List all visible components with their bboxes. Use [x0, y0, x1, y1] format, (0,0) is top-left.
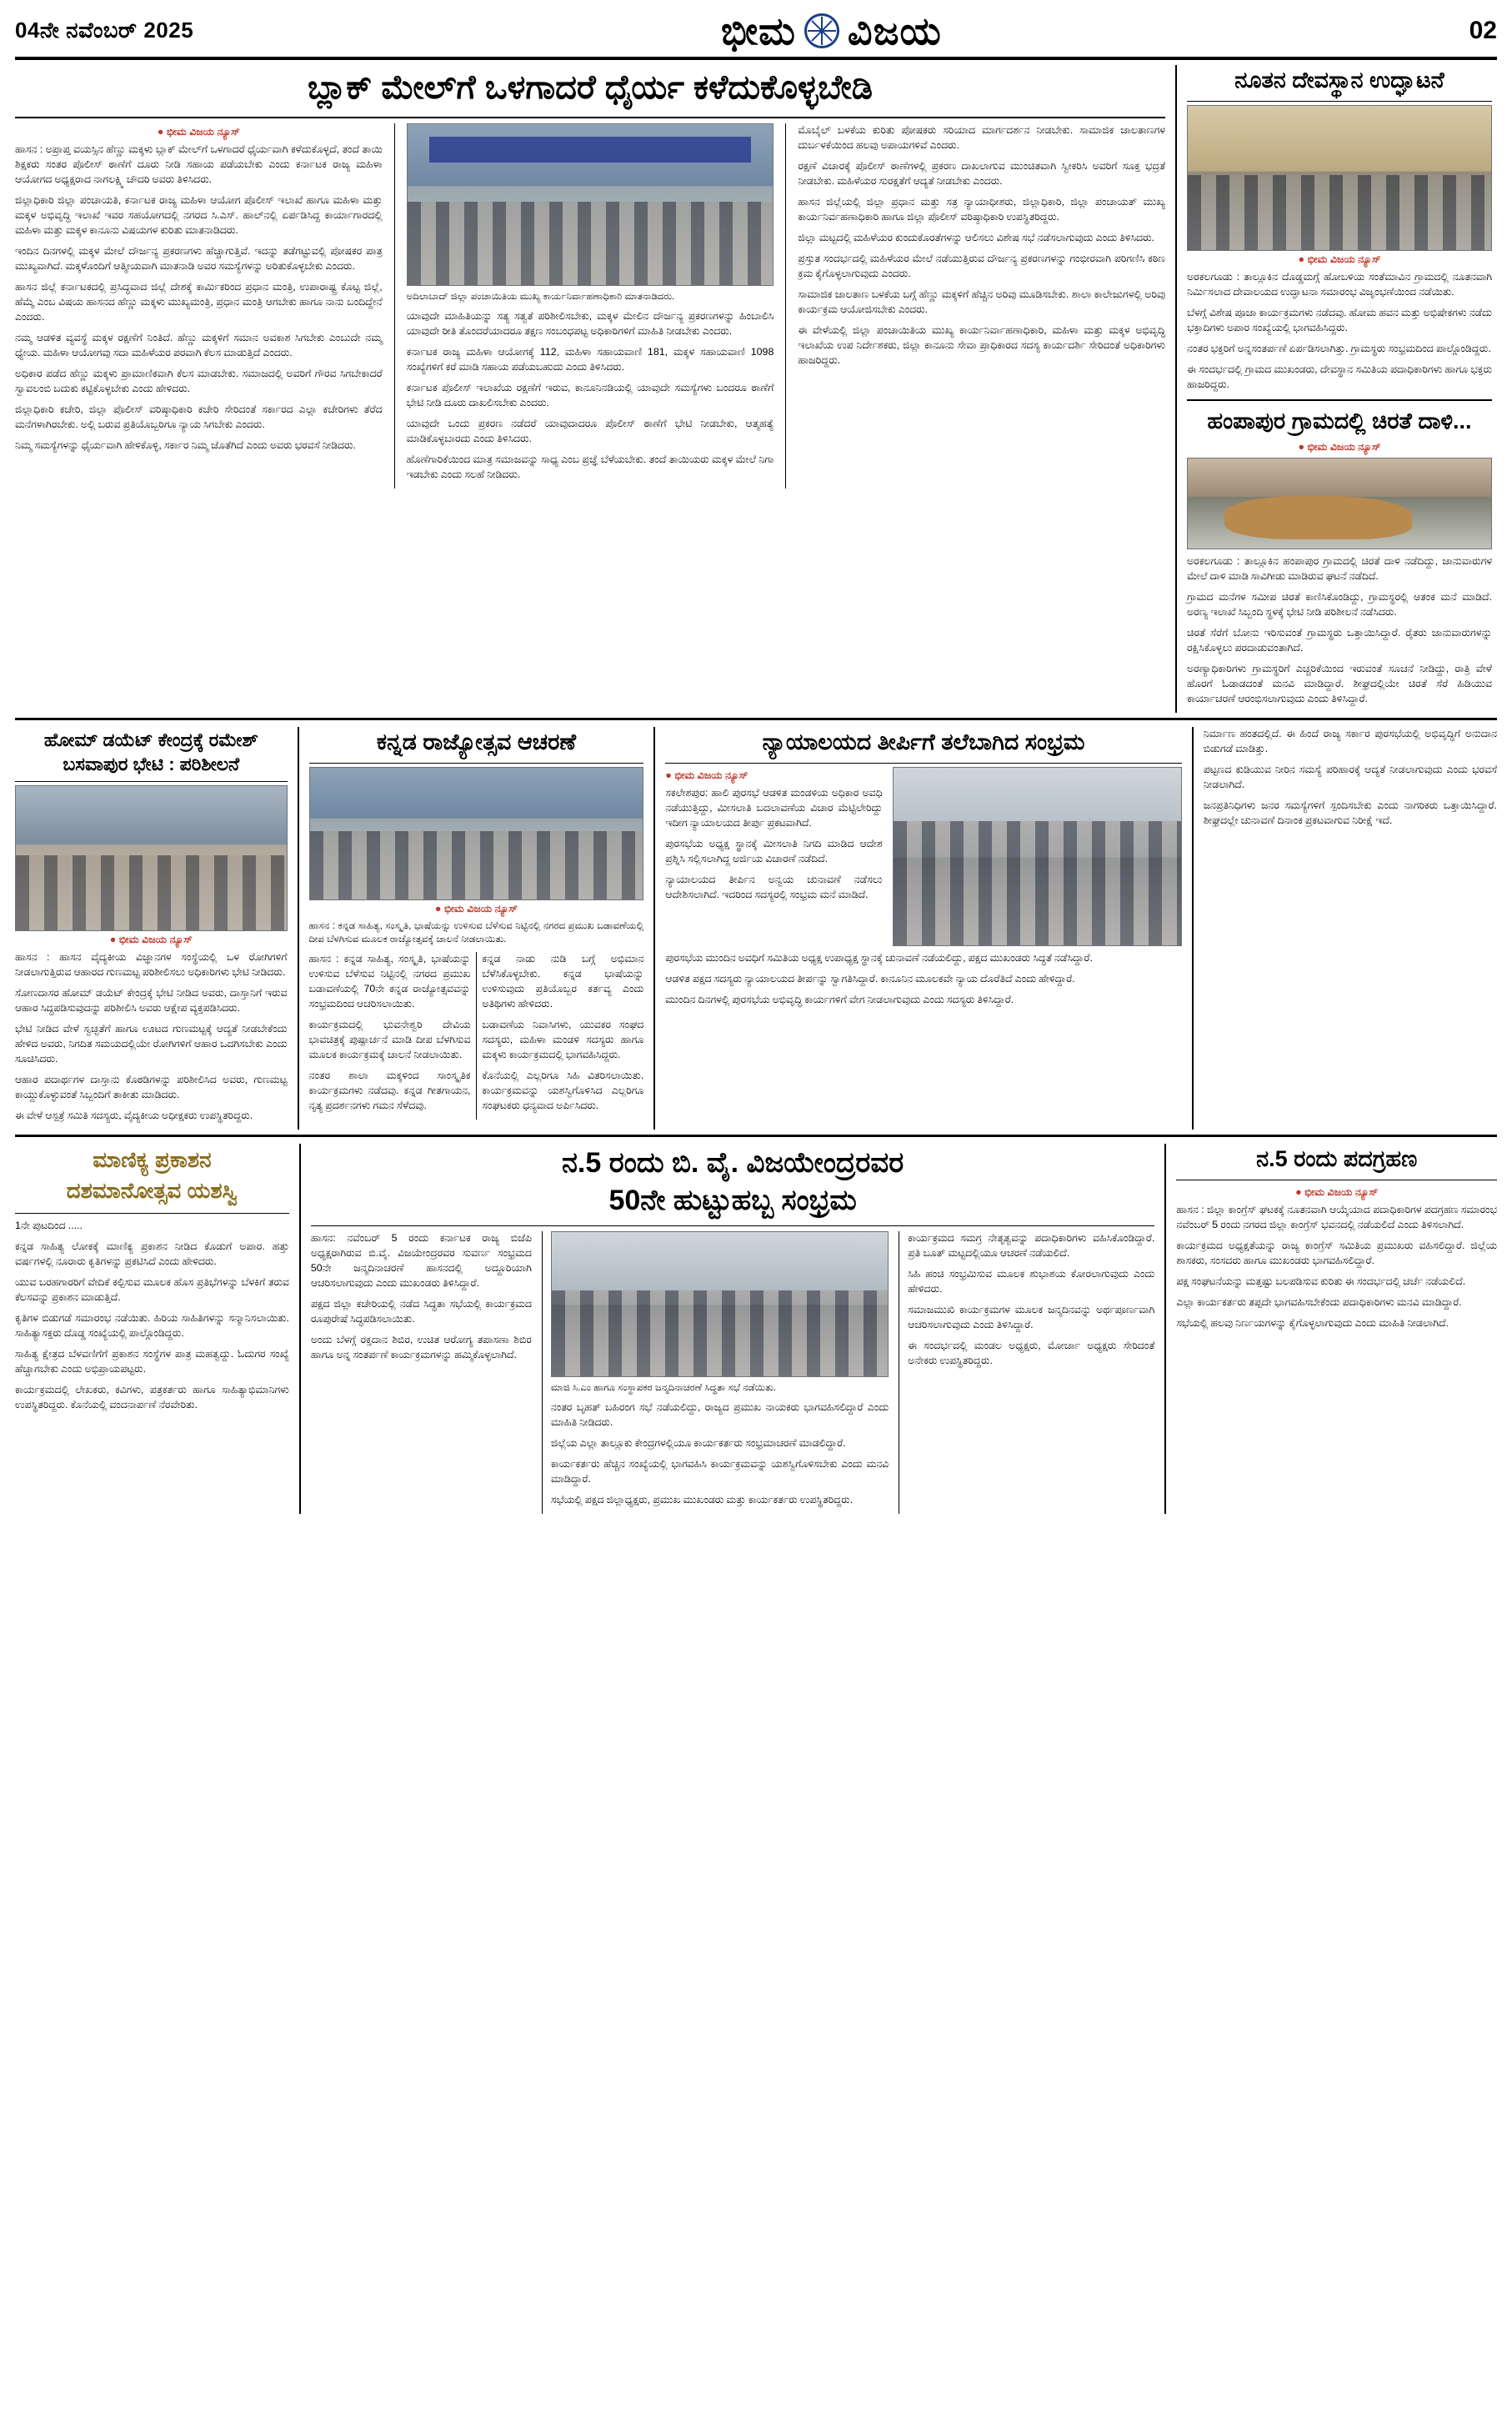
temple-text: [1187, 270, 1492, 393]
court-col2-text: [665, 951, 1181, 1008]
masthead-title-wrap: [193, 9, 1469, 53]
oath-headline: ನ.5 ರಂದು ಪದಗ್ರಹಣ: [1256, 1146, 1418, 1172]
paragraph: ಪಕ್ಷದ ಜಿಲ್ಲಾ ಕಚೇರಿಯಲ್ಲಿ ನಡೆದ ಸಿದ್ಧತಾ ಸಭೆಯಲ್ಲಿ ಕಾರ್ಯಕ್ರಮದ ರೂಪುರೇಷೆ ಸಿದ್ಧಪಡಿಸಲಾಯಿತು.: [310, 1298, 532, 1325]
paragraph: ಸಕಲೇಶಪುರ: ಹಾಲಿ ಪುರಸಭೆ ಆಡಳಿತ ಮಂಡಳಿಯ ಅಧಿಕಾರ ಅವಧಿ ನಡೆಯುತ್ತಿದ್ದು, ಮೀಸಲಾತಿ ಬದಲಾವಣೆಯ ವಿಚಾರ ಮೆಟ್ಟಿಲೇರಿದ್ದು ಇದೀಗ ನ್ಯಾಯಾಲಯದ ತೀರ್ಪು ಪ್ರಕಟವಾಗಿದೆ.: [665, 786, 883, 829]
hampapura-article: [1187, 406, 1492, 707]
home-diet-headline-1: ಹೋಮ್ ಡಯೆಟ್ ಕೇಂದ್ರಕ್ಕೆ ರಮೇಶ್: [43, 729, 258, 750]
paragraph: ಹೊಣೆಗಾರಿಕೆಯಿಂದ ಮಾತ್ರ ಸಮಾಜವನ್ನು ಸಾಧ್ಯ ಎಂಬ ಪ್ರಜ್ಞೆ ಬೆಳೆಯಬೇಕು. ತಂದೆ ತಾಯಿಯರು ಮಕ್ಕಳ ಮೇಲೆ ನಿಗಾ ಇಡಬೇಕು ಎಂದು ಸಲಹೆ ನೀಡಿದರು.: [406, 453, 774, 481]
byline: ● ಭೀಮ ವಿಜಯ ನ್ಯೂಸ್: [1298, 253, 1381, 266]
temple-article: [1187, 65, 1492, 393]
paragraph: ಸಮಾಜಮುಖಿ ಕಾರ್ಯಕ್ರಮಗಳ ಮೂಲಕ ಜನ್ಮದಿನವನ್ನು ಅರ್ಥಪೂರ್ಣವಾಗಿ ಆಚರಿಸಲಾಗುವುದು ಎಂದು ತಿಳಿಸಿದ್ದಾರೆ.: [908, 1304, 1155, 1331]
paragraph: ಸಿಹಿ ಹಂಚಿ ಸಂಭ್ರಮಿಸುವ ಮೂಲಕ ಶುಭಾಶಯ ಕೋರಲಾಗುವುದು ಎಂದು ಹೇಳಿದರು.: [908, 1268, 1155, 1295]
masthead-title-left: ಭೀಮ: [721, 9, 796, 53]
paragraph: ಕನ್ನಡ ಸಾಹಿತ್ಯ ಲೋಕಕ್ಕೆ ಮಾಣಿಕ್ಯ ಪ್ರಕಾಶನ ನೀಡಿದ ಕೊಡುಗೆ ಅಪಾರ. ಹತ್ತು ವರ್ಷಗಳಲ್ಲಿ ನೂರಾರು ಕೃತಿಗಳನ್ನು ಪ್ರಕಟಿಸಿದೆ ಎಂದು ಹೇಳಿದರು.: [15, 1240, 289, 1267]
byline: ● ಭೀಮ ವಿಜಯ ನ್ಯೂಸ್: [109, 934, 193, 946]
rajyotsava-article: [298, 727, 644, 1130]
paragraph: ಆಡಳಿತ ಪಕ್ಷದ ಸದಸ್ಯರು ನ್ಯಾಯಾಲಯದ ತೀರ್ಪನ್ನು ಸ್ವಾಗತಿಸಿದ್ದಾರೆ. ಕಾನೂನಿನ ಮೂಲಕವೇ ನ್ಯಾಯ ದೊರೆತಿದೆ ಎಂದು ಹೇಳಿದ್ದಾರೆ.: [665, 972, 1075, 985]
paragraph: ಹಾಸನ: ನವೆಂಬರ್ 5 ರಂದು ಕರ್ನಾಟಕ ರಾಜ್ಯ ಬಿಜೆಪಿ ಅಧ್ಯಕ್ಷರಾಗಿರುವ ಬಿ.ವೈ. ವಿಜಯೇಂದ್ರರವರ ಸುವರ್ಣ ಸಂಭ್ರಮದ 50ನೇ ಜನ್ಮದಿನಾಚರಣೆ ಹಾಸನದಲ್ಲಿ ಅದ್ದೂರಿಯಾಗಿ ಆಚರಿಸಲಾಗುವುದು ಎಂದು ಮುಖಂಡರು ತಿಳಿಸಿದ್ದಾರೆ.: [310, 1232, 532, 1290]
rajyotsava-photo: [309, 767, 644, 900]
lead-article: [15, 65, 1165, 713]
court-headline: ನ್ಯಾಯಾಲಯದ ತೀರ್ಪಿಗೆ ತಲೆಬಾಗಿದ ಸಂಭ್ರಮ: [762, 729, 1085, 754]
birthday-col3-text: [908, 1231, 1154, 1369]
home-diet-article: [15, 727, 288, 1130]
photo-figures: [894, 821, 1181, 945]
paragraph: ಹಾಸನ : ಅಪ್ರಾಪ್ತ ವಯಸ್ಸಿನ ಹೆಣ್ಣು ಮಕ್ಕಳು ಬ್ಲಾಕ್ ಮೇಲ್‌ಗೆ ಒಳಗಾದರೆ ಧೈರ್ಯವಾಗಿ ಕಳೆದುಕೊಳ್ಳದೆ, ತಂದೆ ತಾಯಿ ಶಿಕ್ಷಕರು ಸಂತರ ಪೊಲೀಸ್ ಠಾಣೆಗೆ ದೂರು ನೀಡಿ ಸಹಾಯ ಪಡೆಯಬೇಕು ಎಂದು ಕರ್ನಾಟಕ ರಾಜ್ಯ ಮಹಿಳಾ ಆಯೋಗದ ಅಧ್ಯಕ್ಷರಾದ ನಾಗಲಕ್ಷ್ಮಿ ಚೌದರಿ ಅವರು ತಿಳಿಸಿದರು.: [15, 143, 383, 185]
paragraph: ಹಾಸನ : ಜಿಲ್ಲಾ ಕಾಂಗ್ರೆಸ್ ಘಟಕಕ್ಕೆ ನೂತನವಾಗಿ ಆಯ್ಕೆಯಾದ ಪದಾಧಿಕಾರಿಗಳ ಪದಗ್ರಹಣ ಸಮಾರಂಭ ನವೆಂಬರ್ 5 ರಂದು ನಗರದ ಜಿಲ್ಲಾ ಕಾಂಗ್ರೆಸ್ ಭವನದಲ್ಲಿ ನಡೆಯಲಿದೆ ಎಂದು ತಿಳಿಸಲಾಗಿದೆ.: [1176, 1204, 1497, 1231]
paragraph: ಜಿಲ್ಲಾಧಿಕಾರಿ ಜಿಲ್ಲಾ ಪಂಚಾಯತಿ, ಕರ್ನಾಟಕ ರಾಜ್ಯ ಮಹಿಳಾ ಆಯೋಗ ಪೊಲೀಸ್ ಇಲಾಖೆ ಹಾಗೂ ಮಹಿಳಾ ಮತ್ತು ಮಕ್ಕಳ ಅಭಿವೃದ್ಧಿ ಇಲಾಖೆ ಇವರ ಸಹಯೋಗದಲ್ಲಿ ನಗರದ ಸಿ.ಎಸ್. ಹಾಲ್‌ನಲ್ಲಿ ಏರ್ಪಡಿಸಿದ್ದ ಕಾರ್ಯಾಗಾರದಲ್ಲಿ ಮಹಿಳಾ ಮತ್ತು ಮಕ್ಕಳ ಕಾನೂನು ವಿಷಯಗಳ ಕುರಿತು ಮಾತನಾಡಿದರು.: [15, 193, 383, 236]
hampapura-photo: [1187, 458, 1492, 549]
paragraph: ಅರಣ್ಯಾಧಿಕಾರಿಗಳು ಗ್ರಾಮಸ್ಥರಿಗೆ ಎಚ್ಚರಿಕೆಯಿಂದ ಇರುವಂತೆ ಸೂಚನೆ ನೀಡಿದ್ದು, ರಾತ್ರಿ ವೇಳೆ ಹೊರಗೆ ಓಡಾಡದಂತೆ ಮನವಿ ಮಾಡಿದ್ದಾರೆ. ಶೀಘ್ರದಲ್ಲಿಯೇ ಚಿರತೆ ಸೆರೆ ಹಿಡಿಯುವ ಕಾರ್ಯಾಚರಣೆ ಆರಂಭಿಸಲಾಗುವುದು ಎಂದು ತಿಳಿಸಿದ್ದಾರೆ.: [1187, 662, 1492, 704]
paragraph: ಪಟ್ಟಣದ ಕುಡಿಯುವ ನೀರಿನ ಸಮಸ್ಯೆ ಪರಿಹಾರಕ್ಕೆ ಆದ್ಯತೆ ನೀಡಲಾಗುವುದು ಎಂದು ಭರವಸೆ ನೀಡಲಾಗಿದೆ.: [1203, 763, 1497, 790]
paragraph: ಕಾರ್ಯಕ್ರಮದಲ್ಲಿ ಭುವನೇಶ್ವರಿ ದೇವಿಯ ಭಾವಚಿತ್ರಕ್ಕೆ ಪುಷ್ಪಾರ್ಚನೆ ಮಾಡಿ ದೀಪ ಬೆಳಗಿಸುವ ಮೂಲಕ ಕಾರ್ಯಕ್ರಮಕ್ಕೆ ಚಾಲನೆ ನೀಡಲಾಯಿತು.: [308, 1018, 471, 1060]
rajyotsava-headline: ಕನ್ನಡ ರಾಜ್ಯೋತ್ಸವ ಆಚರಣೆ: [376, 729, 577, 754]
court-article: [653, 727, 1181, 1130]
byline: ● ಭೀಮ ವಿಜಯ ನ್ಯೂಸ್: [434, 902, 518, 914]
paragraph: ಅಧಿಕಾರ ಪಡೆದ ಹೆಣ್ಣು ಮಕ್ಕಳು ಪ್ರಾಮಾಣಿಕವಾಗಿ ಕೆಲಸ ಮಾಡಬೇಕು. ಸಮಾಜದಲ್ಲಿ ಅವರಿಗೆ ಗೌರವ ಸಿಗಬೇಕಾದರೆ ಸ್ವಾವಲಂಬಿ ಬದುಕು ಕಟ್ಟಿಕೊಳ್ಳಬೇಕು ಎಂದು ಹೇಳಿದರು.: [15, 367, 383, 394]
rajyotsava-text: [309, 952, 644, 1120]
temple-headline: ನೂತನ ದೇವಸ್ಥಾನ ಉದ್ಘಾಟನೆ: [1234, 68, 1444, 93]
masthead-date: 04ನೇ ನವೆಂಬರ್ 2025: [15, 18, 194, 43]
paragraph: ಕೊನೆಯಲ್ಲಿ ಎಲ್ಲರಿಗೂ ಸಿಹಿ ವಿತರಿಸಲಾಯಿತು. ಕಾರ್ಯಕ್ರಮವನ್ನು ಯಶಸ್ವಿಗೊಳಿಸಿದ ಎಲ್ಲರಿಗೂ ಸಂಘಟಕರು ಧನ್ಯವಾದ ಅರ್ಪಿಸಿದರು.: [482, 1069, 644, 1111]
court-col3-text: [1204, 727, 1497, 829]
manikya-article: [15, 1144, 289, 1514]
paragraph: ಭೇಟಿ ನೀಡಿದ ವೇಳೆ ಸ್ವಚ್ಛತೆಗೆ ಹಾಗೂ ಊಟದ ಗುಣಮಟ್ಟಕ್ಕೆ ಆದ್ಯತೆ ನೀಡಬೇಕೆಂದು ಹೇಳಿದ ಅವರು, ನಿಗದಿತ ಸಮಯದಲ್ಲಿಯೇ ರೋಗಿಗಳಿಗೆ ಆಹಾರ ಒದಗಿಸಬೇಕು ಎಂದು ಸೂಚಿಸಿದರು.: [15, 1023, 288, 1065]
home-diet-headline-2: ಬಸವಾಪುರ ಭೇಟಿ : ಪರಿಶೀಲನೆ: [63, 754, 240, 775]
home-diet-text: [15, 950, 288, 1124]
paragraph: ಜಿಲ್ಲೆಯ ಎಲ್ಲಾ ತಾಲ್ಲೂಕು ಕೇಂದ್ರಗಳಲ್ಲಿಯೂ ಕಾರ್ಯಕರ್ತರು ಸಂಭ್ರಮಾಚರಣೆ ಮಾಡಲಿದ್ದಾರೆ.: [550, 1436, 846, 1449]
paragraph: ಈ ಸಂದರ್ಭದಲ್ಲಿ ಮಂಡಲ ಅಧ್ಯಕ್ಷರು, ಮೋರ್ಚಾ ಅಧ್ಯಕ್ಷರು ಸೇರಿದಂತೆ ಅನೇಕರು ಉಪಸ್ಥಿತರಿದ್ದರು.: [908, 1340, 1155, 1367]
paragraph: ಅಂದು ಬೆಳಗ್ಗೆ ರಕ್ತದಾನ ಶಿಬಿರ, ಉಚಿತ ಆರೋಗ್ಯ ತಪಾಸಣಾ ಶಿಬಿರ ಹಾಗೂ ಅನ್ನ ಸಂತರ್ಪಣೆ ಕಾರ್ಯಕ್ರಮಗಳನ್ನು ಹಮ್ಮಿಕೊಳ್ಳಲಾಗಿದೆ.: [310, 1334, 532, 1361]
paragraph: ನಂತರ ಶಾಲಾ ಮಕ್ಕಳಿಂದ ಸಾಂಸ್ಕೃತಿಕ ಕಾರ್ಯಕ್ರಮಗಳು ನಡೆದವು. ಕನ್ನಡ ಗೀತಗಾಯನ, ನೃತ್ಯ ಪ್ರದರ್ಶನಗಳು ಗಮನ ಸೆಳೆದವು.: [308, 1069, 471, 1111]
page-number: 02: [1469, 17, 1497, 44]
paragraph: ಕಾರ್ಯಕರ್ತರು ಹೆಚ್ಚಿನ ಸಂಖ್ಯೆಯಲ್ಲಿ ಭಾಗವಹಿಸಿ ಕಾರ್ಯಕ್ರಮವನ್ನು ಯಶಸ್ವಿಗೊಳಿಸಬೇಕು ಎಂದು ಮನವಿ ಮಾಡಿದ್ದಾರೆ.: [550, 1457, 889, 1485]
birthday-col1-text: [311, 1231, 532, 1363]
paragraph: ಅರಕಲಗೂಡು : ತಾಲ್ಲೂಕಿನ ದೊಡ್ಡಮಗ್ಗೆ ಹೋಬಳಿಯ ಸಂತೆಮಾವಿನ ಗ್ರಾಮದಲ್ಲಿ ನೂತನವಾಗಿ ನಿರ್ಮಿಸಲಾದ ದೇವಾಲಯದ ಉದ್ಘಾಟನಾ ಸಮಾರಂಭ ವಿಜೃಂಭಣೆಯಿಂದ ನಡೆಯಿತು.: [1187, 271, 1492, 298]
paragraph: ಕೃತಿಗಳ ಬಿಡುಗಡೆ ಸಮಾರಂಭ ನಡೆಯಿತು. ಹಿರಿಯ ಸಾಹಿತಿಗಳನ್ನು ಸನ್ಮಾನಿಸಲಾಯಿತು. ಸಾಹಿತ್ಯಾಸಕ್ತರು ದೊಡ್ಡ ಸಂಖ್ಯೆಯಲ್ಲಿ ಪಾಲ್ಗೊಂಡಿದ್ದರು.: [15, 1311, 289, 1339]
paragraph: ಯಾವುದೇ ಮಾಹಿತಿಯನ್ನು ಸತ್ಯ ಸತ್ವತೆ ಪರಿಶೀಲಿಸಬೇಕು, ಮಕ್ಕಳ ಮೇಲಿನ ದೌರ್ಜನ್ಯ ಪ್ರಕರಣಗಳನ್ನು ಹಿಂಬಾಲಿಸಿ ಯಾವುದೇ ರೀತಿ ತೊಂದರೆಯಾದರೂ ತಕ್ಷಣ ಸಂಬಂಧಪಟ್ಟ ಅಧಿಕಾರಿಗಳಿಗೆ ಮಾಹಿತಿ ನೀಡಬೇಕು ಎಂದರು.: [406, 310, 774, 338]
oath-article: [1164, 1144, 1497, 1514]
lead-col3-text: [798, 123, 1165, 368]
paragraph: ಆಹಾರ ಪದಾರ್ಥಗಳ ದಾಸ್ತಾನು ಕೊಠಡಿಗಳನ್ನು ಪರಿಶೀಲಿಸಿದ ಅವರು, ಗುಣಮಟ್ಟ ಕಾಯ್ದುಕೊಳ್ಳುವಂತೆ ಸಿಬ್ಬಂದಿಗೆ ತಾಕೀತು ಮಾಡಿದರು.: [15, 1074, 288, 1101]
byline: ● ಭೀಮ ವಿಜಯ ನ್ಯೂಸ್: [1295, 1186, 1379, 1199]
top-section: [15, 65, 1497, 713]
court-col1-text: [665, 786, 882, 903]
birthday-photo: [551, 1231, 889, 1377]
paragraph: ಪುರಸಭೆಯ ಮುಂದಿನ ಅವಧಿಗೆ ಸಮಿತಿಯ ಅಧ್ಯಕ್ಷ ಉಪಾಧ್ಯಕ್ಷ ಸ್ಥಾನಕ್ಕೆ ಚುನಾವಣೆ ನಡೆಯಲಿದ್ದು, ಪಕ್ಷದ ಮುಖಂಡರು ಸಿದ್ಧತೆ ನಡೆಸಿದ್ದಾರೆ.: [665, 951, 1093, 964]
paragraph: ಪ್ರಸ್ತುತ ಸಂದರ್ಭದಲ್ಲಿ ಮಹಿಳೆಯರ ಮೇಲೆ ನಡೆಯುತ್ತಿರುವ ದೌರ್ಜನ್ಯ ಪ್ರಕರಣಗಳನ್ನು ಗಂಭೀರವಾಗಿ ಪರಿಗಣಿಸಿ ಕಠಿಣ ಕ್ರಮ ಕೈಗೊಳ್ಳಲಾಗುವುದು ಎಂದರು.: [798, 252, 1166, 279]
birthday-col2-text: [551, 1400, 889, 1508]
middle-section: [15, 727, 1497, 1130]
ashoka-chakra-icon: [804, 13, 839, 48]
paragraph: ಹಾಸನ ಜಿಲ್ಲೆಯಲ್ಲಿ ಜಿಲ್ಲಾ ಪ್ರಧಾನ ಮತ್ತು ಸತ್ರ ನ್ಯಾಯಾಧೀಶರು, ಜಿಲ್ಲಾಧಿಕಾರಿ, ಜಿಲ್ಲಾ ಪಂಚಾಯತ್ ಮುಖ್ಯ ಕಾರ್ಯನಿರ್ವಹಣಾಧಿಕಾರಿ ಹಾಗೂ ಜಿಲ್ಲಾ ಪೊಲೀಸ್ ವರಿಷ್ಠಾಧಿಕಾರಿ ಉಪಸ್ಥಿತರಿದ್ದರು.: [798, 195, 1166, 223]
byline: ● ಭೀಮ ವಿಜಯ ನ್ಯೂಸ್: [665, 769, 748, 781]
paragraph: ಕಾರ್ಯಕ್ರಮದ ಅಧ್ಯಕ್ಷತೆಯನ್ನು ರಾಜ್ಯ ಕಾಂಗ್ರೆಸ್ ಸಮಿತಿಯ ಪ್ರಮುಖರು ವಹಿಸಲಿದ್ದಾರೆ. ಜಿಲ್ಲೆಯ ಶಾಸಕರು, ಸಂಸದರು ಹಾಗೂ ಮುಖಂಡರು ಭಾಗವಹಿಸಲಿದ್ದಾರೆ.: [1176, 1240, 1497, 1267]
birthday-headline-1: ನ.5 ರಂದು ಬಿ. ವೈ. ವಿಜಯೇಂದ್ರರವರ: [562, 1147, 904, 1180]
right-rail: [1175, 65, 1492, 713]
paragraph: ಸಾಮಾಜಿಕ ಜಾಲತಾಣ ಬಳಕೆಯ ಬಗ್ಗೆ ಹೆಣ್ಣು ಮಕ್ಕಳಿಗೆ ಹೆಚ್ಚಿನ ಅರಿವು ಮೂಡಿಸಬೇಕು. ಶಾಲಾ ಕಾಲೇಜುಗಳಲ್ಲಿ ಅರಿವು ಕಾರ್ಯಕ್ರಮ ಆಯೋಜಿಸಬೇಕು ಎಂದರು.: [798, 288, 1166, 315]
paragraph: ಸಭೆಯಲ್ಲಿ ಹಲವು ನಿರ್ಣಯಗಳನ್ನು ಕೈಗೊಳ್ಳಲಾಗುವುದು ಎಂದು ಮಾಹಿತಿ ನೀಡಲಾಗಿದೆ.: [1176, 1317, 1449, 1330]
paragraph: ಯಾವುದೇ ಒಂದು ಪ್ರಕರಣ ನಡೆದರೆ ಯಾವುದಾದರೂ ಪೊಲೀಸ್ ಠಾಣೆಗೆ ಭೇಟಿ ನೀಡಬೇಕು, ಆತ್ಮಹತ್ಯೆ ಮಾಡಿಕೊಳ್ಳಬಾರದು ಎಂದು ತಿಳಿಸಿದರು.: [406, 418, 774, 445]
photo-figures: [310, 831, 643, 899]
paragraph: ಕಾರ್ಯಕ್ರಮದಲ್ಲಿ ಲೇಖಕರು, ಕವಿಗಳು, ಪತ್ರಕರ್ತರು ಹಾಗೂ ಸಾಹಿತ್ಯಾಭಿಮಾನಿಗಳು ಉಪಸ್ಥಿತರಿದ್ದರು. ಕೊನೆಯಲ್ಲಿ ವಂದನಾರ್ಪಣೆ ನೆರವೇರಿತು.: [15, 1383, 289, 1410]
manikya-text: [15, 1219, 289, 1413]
paragraph: ಎಲ್ಲಾ ಕಾರ್ಯಕರ್ತರು ತಪ್ಪದೇ ಭಾಗವಹಿಸಬೇಕೆಂದು ಪದಾಧಿಕಾರಿಗಳು ಮನವಿ ಮಾಡಿದ್ದಾರೆ.: [1176, 1296, 1462, 1309]
lead-column-1: [15, 123, 383, 489]
oath-text: [1176, 1203, 1497, 1331]
paragraph: ಸಭೆಯಲ್ಲಿ ಪಕ್ಷದ ಜಿಲ್ಲಾಧ್ಯಕ್ಷರು, ಪ್ರಮುಖ ಮುಖಂಡರು ಮತ್ತು ಕಾರ್ಯಕರ್ತರು ಉಪಸ್ಥಿತರಿದ್ದರು.: [550, 1493, 854, 1506]
lead-column-2: [394, 123, 774, 489]
byline: ● ಭೀಮ ವಿಜಯ ನ್ಯೂಸ್: [1298, 440, 1381, 453]
paragraph: ನಮ್ಮ ಆಡಳಿತ ವ್ಯವಸ್ಥೆ ಮಕ್ಕಳ ರಕ್ಷಣೆಗೆ ನಿಂತಿದೆ. ಹೆಣ್ಣು ಮಕ್ಕಳಿಗೆ ಸಮಾನ ಅವಕಾಶ ಸಿಗಬೇಕು ಎಂಬುದೇ ನಮ್ಮ ಧ್ಯೇಯ. ಮಹಿಳಾ ಆಯೋಗವು ಸದಾ ಮಹಿಳೆಯರ ಪರವಾಗಿ ಕೆಲಸ ಮಾಡುತ್ತಿದೆ ಎಂದರು.: [15, 331, 383, 358]
lead-photo-caption: ಅದಿಲಾಬಾದ್ ಜಿಲ್ಲಾ ಪಂಚಾಯಿತಿಯ ಮುಖ್ಯ ಕಾರ್ಯನಿರ್ವಾಹಣಾಧಿಕಾರಿ ಮಾತನಾಡಿದರು.: [406, 291, 675, 302]
continued-from: 1ನೇ ಪುಟದಿಂದ .....: [15, 1219, 83, 1231]
paragraph: ಜನಪ್ರತಿನಿಧಿಗಳು ಜನರ ಸಮಸ್ಯೆಗಳಿಗೆ ಸ್ಪಂದಿಸಬೇಕು ಎಂದು ನಾಗರಿಕರು ಒತ್ತಾಯಿಸಿದ್ದಾರೆ. ಶೀಘ್ರದಲ್ಲೇ ಚುನಾವಣೆ ದಿನಾಂಕ ಪ್ರಕಟವಾಗುವ ನಿರೀಕ್ಷೆ ಇದೆ.: [1203, 799, 1497, 826]
manikya-headline-1: ಮಾಣಿಕ್ಯ ಪ್ರಕಾಶನ: [93, 1147, 212, 1173]
birthday-photo-caption: ಮಾಜಿ ಸಿ.ಎಂ ಹಾಗೂ ಸಂಸ್ಥಾಪಕರ ಜನ್ಮದಿನಾಚರಣೆ ಸಿದ್ಧತಾ ಸಭೆ ನಡೆಯಿತು.: [550, 1382, 777, 1394]
photo-figures: [1188, 175, 1491, 250]
paragraph: ಕರ್ನಾಟಕ ರಾಜ್ಯ ಮಹಿಳಾ ಆಯೋಗಕ್ಕೆ 112, ಮಹಿಳಾ ಸಹಾಯವಾಣಿ 181, ಮಕ್ಕಳ ಸಹಾಯವಾಣಿ 1098 ಸಂಖ್ಯೆಗಳಿಗೆ ಕರೆ ಮಾಡಿ ಸಹಾಯ ಪಡೆಯಬಹುದು ಎಂದು ತಿಳಿಸಿದರು.: [406, 346, 774, 373]
lead-column-3: [785, 123, 1165, 489]
paragraph: ಸೋಣದಾಸರ ಹೋಮ್ ಡಯೆಟ್ ಕೇಂದ್ರಕ್ಕೆ ಭೇಟಿ ನೀಡಿದ ಅವರು, ದಾಸ್ತಾನಿಗೆ ಇರುವ ಆಹಾರ ಸಿದ್ಧಪಡಿಸುವುದನ್ನು ಪರಿಶೀಲಿಸಿ ಅವರು ಆಕ್ಷೇಪ ವ್ಯಕ್ತಪಡಿಸಿದರು.: [15, 987, 288, 1015]
bottom-section: [15, 1144, 1497, 1514]
masthead: [15, 9, 1497, 60]
paragraph: ಹಾಸನ : ಕನ್ನಡ ಸಾಹಿತ್ಯ, ಸಂಸ್ಕೃತಿ, ಭಾಷೆಯನ್ನು ಉಳಿಸುವ ಬೆಳೆಸುವ ನಿಟ್ಟಿನಲ್ಲಿ ನಗರದ ಪ್ರಮುಖ ಬಡಾವಣೆಯಲ್ಲಿ 70ನೇ ಕನ್ನಡ ರಾಜ್ಯೋತ್ಸವವನ್ನು ಸಂಭ್ರಮದಿಂದ ಆಚರಿಸಲಾಯಿತು.: [308, 952, 471, 1010]
paragraph: ನಂತರ ಬೃಹತ್ ಬಹಿರಂಗ ಸಭೆ ನಡೆಯಲಿದ್ದು, ರಾಜ್ಯದ ಪ್ರಮುಖ ನಾಯಕರು ಭಾಗವಹಿಸಲಿದ್ದಾರೆ ಎಂದು ಮಾಹಿತಿ ನೀಡಿದರು.: [550, 1400, 889, 1428]
hampapura-text: [1187, 554, 1492, 707]
birthday-headline-2: 50ನೇ ಹುಟ್ಟುಹಬ್ಬ ಸಂಭ್ರಮ: [608, 1185, 857, 1217]
temple-photo: [1187, 105, 1492, 251]
paragraph: ಬಡಾವಣೆಯ ನಿವಾಸಿಗಳು, ಯುವಕರ ಸಂಘದ ಸದಸ್ಯರು, ಮಹಿಳಾ ಮಂಡಳಿ ಸದಸ್ಯರು ಹಾಗೂ ಮಕ್ಕಳು ಕಾರ್ಯಕ್ರಮದಲ್ಲಿ ಭಾಗವಹಿಸಿದ್ದರು.: [482, 1018, 644, 1060]
photo-banner: [429, 137, 751, 163]
paragraph: ರಕ್ಷಣೆ ವಿಚಾರಕ್ಕೆ ಪೊಲೀಸ್ ಠಾಣೆಗಳಲ್ಲಿ ಪ್ರಕರಣ ದಾಖಲಾಗುವ ಮುಂಚಿತವಾಗಿ ಸ್ವೀಕರಿಸಿ ಅವರಿಗೆ ಸೂಕ್ತ ಭದ್ರತೆ ನೀಡಬೇಕು. ಮಹಿಳೆಯರ ಸುರಕ್ಷತೆಗೆ ಆದ್ಯತೆ ನೀಡಬೇಕು ಎಂದರು.: [798, 159, 1166, 187]
lead-col2-text: [407, 309, 774, 483]
paragraph: ನಿಮ್ಮ ಸಮಸ್ಯೆಗಳನ್ನು ಧೈರ್ಯವಾಗಿ ಹೇಳಿಕೊಳ್ಳಿ, ಸರ್ಕಾರ ನಿಮ್ಮ ಜೊತೆಗಿದೆ ಎಂದು ಅವರು ಭರವಸೆ ನೀಡಿದರು.: [15, 438, 356, 451]
paragraph: ಸಾಹಿತ್ಯ ಕ್ಷೇತ್ರದ ಬೆಳವಣಿಗೆಗೆ ಪ್ರಕಾಶನ ಸಂಸ್ಥೆಗಳ ಪಾತ್ರ ಮಹತ್ವದ್ದು. ಓದುಗರ ಸಂಖ್ಯೆ ಹೆಚ್ಚಾಗಬೇಕು ಎಂದು ಅಭಿಪ್ರಾಯಪಟ್ಟರು.: [15, 1347, 289, 1375]
paragraph: ಇಂದಿನ ದಿನಗಳಲ್ಲಿ ಮಕ್ಕಳ ಮೇಲೆ ದೌರ್ಜನ್ಯ ಪ್ರಕರಣಗಳು ಹೆಚ್ಚಾಗುತ್ತಿವೆ. ಇದನ್ನು ತಡೆಗಟ್ಟುವಲ್ಲಿ ಪೋಷಕರ ಪಾತ್ರ ಮುಖ್ಯವಾಗಿದೆ. ಮಕ್ಕಳೊಂದಿಗೆ ಆತ್ಮೀಯವಾಗಿ ಮಾತನಾಡಿ ಅವರ ಸಮಸ್ಯೆಗಳನ್ನು ಅರಿತುಕೊಳ್ಳಬೇಕು ಎಂದರು.: [15, 244, 383, 272]
hampapura-headline: ಹಂಪಾಪುರ ಗ್ರಾಮದಲ್ಲಿ ಚಿರತೆ ದಾಳಿ...: [1207, 408, 1472, 433]
paragraph: ಪಕ್ಷ ಸಂಘಟನೆಯನ್ನು ಮತ್ತಷ್ಟು ಬಲಪಡಿಸುವ ಕುರಿತು ಈ ಸಂದರ್ಭದಲ್ಲಿ ಚರ್ಚೆ ನಡೆಯಲಿದೆ.: [1176, 1275, 1466, 1288]
paragraph: ಚಿರತೆ ಸೆರೆಗೆ ಬೋನು ಇರಿಸುವಂತೆ ಗ್ರಾಮಸ್ಥರು ಒತ್ತಾಯಿಸಿದ್ದಾರೆ. ರೈತರು ಜಾನುವಾರುಗಳನ್ನು ರಕ್ಷಿಸಿಕೊಳ್ಳಲು ಪರದಾಡುವಂತಾಗಿದೆ.: [1187, 626, 1492, 654]
court-continuation: [1192, 727, 1497, 1130]
paragraph: ಬೆಳಗ್ಗೆ ವಿಶೇಷ ಪೂಜಾ ಕಾರ್ಯಕ್ರಮಗಳು ನಡೆದವು. ಹೋಮ ಹವನ ಮತ್ತು ಅಭಿಷೇಕಗಳು ನಡೆದು ಭಕ್ತಾದಿಗಳು ಅಪಾರ ಸಂಖ್ಯೆಯಲ್ಲಿ ಭಾಗವಹಿಸಿದ್ದರು.: [1187, 307, 1492, 333]
lead-col1-text: [15, 143, 383, 453]
paragraph: ಕರ್ನಾಟಕ ಪೊಲೀಸ್ ಇಲಾಖೆಯ ರಕ್ಷಣೆಗೆ ಇರುವ, ಕಾನೂನಿನಡಿಯಲ್ಲಿ ಯಾವುದೇ ಸಮಸ್ಯೆಗಳು ಬಂದರೂ ಠಾಣೆಗೆ ಭೇಟಿ ನೀಡಿ ದೂರು ದಾಖಲಿಸಬೇಕು ಎಂದರು.: [406, 382, 774, 409]
home-diet-photo: [15, 785, 288, 931]
paragraph: ಹಾಸನ : ಹಾಸನ ವೈದ್ಯಕೀಯ ವಿಜ್ಞಾನಗಳ ಸಂಸ್ಥೆಯಲ್ಲಿ ಒಳ ರೋಗಿಗಳಿಗೆ ನೀಡಲಾಗುತ್ತಿರುವ ಆಹಾರದ ಗುಣಮಟ್ಟ ಪರಿಶೀಲಿಸಲು ಅಧಿಕಾರಿಗಳು ಭೇಟಿ ನೀಡಿದರು.: [15, 951, 288, 979]
paragraph: ಕಾರ್ಯಕ್ರಮದ ಸಮಗ್ರ ನೇತೃತ್ವವನ್ನು ಪದಾಧಿಕಾರಿಗಳು ವಹಿಸಿಕೊಂಡಿದ್ದಾರೆ. ಪ್ರತಿ ಬೂತ್ ಮಟ್ಟದಲ್ಲಿಯೂ ಆಚರಣೆ ನಡೆಯಲಿದೆ.: [908, 1232, 1155, 1260]
masthead-title-right: ವಿಜಯ: [847, 9, 942, 53]
cow-figure: [1224, 496, 1413, 539]
paragraph: ಹಾಸನ ಜಿಲ್ಲೆ ಕರ್ನಾಟಕದಲ್ಲಿ ಪ್ರಸಿದ್ಧವಾದ ಜಿಲ್ಲೆ ದೇಶಕ್ಕೆ ಕಾರ್ಮಿಕರಿಂದ ಪ್ರಧಾನ ಮಂತ್ರಿ, ಉಪಾರಾಷ್ಟ್ರ ಕೊಟ್ಟ ಜಿಲ್ಲೆ, ಹೆಮ್ಮೆ ಎಂಬ ವಿಷಯ ಹಾಸನದ ಹೆಣ್ಣು ಮಕ್ಕಳು ಮುಖ್ಯಮಂತ್ರಿ, ಪ್ರಧಾನ ಮಂತ್ರಿ ಆಗಬೇಕು ಹಾಗೂ ನಾನು ಬಂದಿದ್ದೇನೆ ಎಂದರು.: [15, 280, 383, 323]
court-photo: [893, 767, 1182, 946]
paragraph: ಮುಂದಿನ ದಿನಗಳಲ್ಲಿ ಪುರಸಭೆಯ ಅಭಿವೃದ್ಧಿ ಕಾರ್ಯಗಳಿಗೆ ವೇಗ ನೀಡಲಾಗುವುದು ಎಂದು ಸದಸ್ಯರು ತಿಳಿಸಿದ್ದಾರೆ.: [665, 993, 1014, 1005]
paragraph: ನ್ಯಾಯಾಲಯದ ತೀರ್ಪಿನ ಅನ್ವಯ ಚುನಾವಣೆ ನಡೆಸಲು ಆದೇಶಿಸಲಾಗಿದೆ. ಇದರಿಂದ ಸದಸ್ಯರಲ್ಲಿ ಸಂಭ್ರಮ ಮನೆ ಮಾಡಿದೆ.: [665, 873, 883, 900]
paragraph: ಈ ವೇಳೆಯಲ್ಲಿ ಜಿಲ್ಲಾ ಪಂಚಾಯಿತಿಯ ಮುಖ್ಯ ಕಾರ್ಯನಿರ್ವಾಹಣಾಧಿಕಾರಿ, ಮಹಿಳಾ ಮತ್ತು ಮಕ್ಕಳ ಅಭಿವೃದ್ಧಿ ಇಲಾಖೆಯ ಉಪ ನಿರ್ದೇಶಕರು, ಜಿಲ್ಲಾ ಕಾನೂನು ಸೇವಾ ಪ್ರಾಧಿಕಾರದ ಸದಸ್ಯ ಕಾರ್ಯದರ್ಶಿ ಸೇರಿದಂತೆ ಅಧಿಕಾರಿಗಳು ಹಾಜರಿದ್ದರು.: [798, 323, 1166, 366]
paragraph: ಅರಕಲಗೂಡು : ತಾಲ್ಲೂಕಿನ ಹಂಪಾಪುರ ಗ್ರಾಮದಲ್ಲಿ ಚಿರತೆ ದಾಳಿ ನಡೆದಿದ್ದು, ಜಾನುವಾರುಗಳ ಮೇಲೆ ದಾಳಿ ಮಾಡಿ ಸಾವಿಗೀಡು ಮಾಡಿರುವ ಘಟನೆ ನಡೆದಿದೆ.: [1187, 554, 1492, 582]
lead-headline: ಬ್ಲಾಕ್ ಮೇಲ್‌ಗೆ ಒಳಗಾದರೆ ಧೈರ್ಯ ಕಳೆದುಕೊಳ್ಳಬೇಡಿ: [308, 69, 873, 106]
paragraph: ಜಿಲ್ಲಾಧಿಕಾರಿ ಕಚೇರಿ, ಜಿಲ್ಲಾ ಪೊಲೀಸ್ ವರಿಷ್ಠಾಧಿಕಾರಿ ಕಚೇರಿ ಸೇರಿದಂತೆ ಸರ್ಕಾರದ ಎಲ್ಲಾ ಕಚೇರಿಗಳು ತೆರೆದ ಮನೆಗಳಾಗಿರಬೇಕು. ಅಲ್ಲಿ ಬರುವ ಪ್ರತಿಯೊಬ್ಬರಿಗೂ ನ್ಯಾಯ ಸಿಗಬೇಕು ಎಂದರು.: [15, 403, 383, 430]
paragraph: ಯುವ ಬರಹಗಾರರಿಗೆ ವೇದಿಕೆ ಕಲ್ಪಿಸುವ ಮೂಲಕ ಹೊಸ ಪ್ರತಿಭೆಗಳನ್ನು ಬೆಳಕಿಗೆ ತರುವ ಕೆಲಸವನ್ನು ಪ್ರಕಾಶನ ಮಾಡುತ್ತಿದೆ.: [15, 1275, 289, 1303]
birthday-article: [299, 1144, 1154, 1514]
paragraph: ಮೊಬೈಲ್ ಬಳಕೆಯ ಕುರಿತು ಪೋಷಕರು ಸರಿಯಾದ ಮಾರ್ಗದರ್ಶನ ನೀಡಬೇಕು. ಸಾಮಾಜಿಕ ಜಾಲತಾಣಗಳ ದುರ್ಬಳಕೆಯಿಂದ ಹಲವು ಅಪಾಯಗಳಿವೆ ಎಂದರು.: [798, 124, 1166, 151]
photo-figures: [552, 1290, 888, 1377]
paragraph: ಈ ವೇಳೆ ಆಸ್ಪತ್ರೆ ಸಮಿತಿ ಸದಸ್ಯರು, ವೈದ್ಯಕೀಯ ಅಧೀಕ್ಷಕರು ಉಪಸ್ಥಿತರಿದ್ದರು.: [15, 1110, 253, 1122]
manikya-headline-2: ದಶಮಾನೋತ್ಸವ ಯಶಸ್ವಿ: [66, 1178, 238, 1204]
byline: ● ಭೀಮ ವಿಜಯ ನ್ಯೂಸ್: [157, 126, 240, 138]
photo-figures: [408, 202, 774, 285]
paragraph: ಗ್ರಾಮದ ಮನೆಗಳ ಸಮೀಪ ಚಿರತೆ ಕಾಣಿಸಿಕೊಂಡಿದ್ದು, ಗ್ರಾಮಸ್ಥರಲ್ಲಿ ಆತಂಕ ಮನೆ ಮಾಡಿದೆ. ಅರಣ್ಯ ಇಲಾಖೆ ಸಿಬ್ಬಂದಿ ಸ್ಥಳಕ್ಕೆ ಭೇಟಿ ನೀಡಿ ಪರಿಶೀಲನೆ ನಡೆಸಿದರು.: [1187, 590, 1492, 618]
paragraph: ಪುರಸಭೆಯ ಅಧ್ಯಕ್ಷ ಸ್ಥಾನಕ್ಕೆ ಮೀಸಲಾತಿ ನಿಗದಿ ಮಾಡಿದ ಆದೇಶ ಪ್ರಶ್ನಿಸಿ ಸಲ್ಲಿಸಲಾಗಿದ್ದ ಅರ್ಜಿಯ ವಿಚಾರಣೆ ನಡೆದಿದೆ.: [665, 837, 883, 864]
photo-figures: [16, 855, 287, 930]
paragraph: ನಿರ್ಮಾಣ ಹಂತದಲ್ಲಿದೆ. ಈ ಹಿಂದೆ ರಾಜ್ಯ ಸರ್ಕಾರ ಪುರಸಭೆಯಲ್ಲಿ ಅಭಿವೃದ್ಧಿಗೆ ಅನುದಾನ ಬಿಡುಗಡೆ ಮಾಡಿತ್ತು.: [1203, 727, 1497, 754]
paragraph: ಈ ಸಂದರ್ಭದಲ್ಲಿ ಗ್ರಾಮದ ಮುಖಂಡರು, ದೇವಸ್ಥಾನ ಸಮಿತಿಯ ಪದಾಧಿಕಾರಿಗಳು ಹಾಗೂ ಭಕ್ತರು ಹಾಜರಿದ್ದರು.: [1187, 363, 1492, 390]
lead-photo: [407, 123, 774, 286]
paragraph: ಕನ್ನಡ ನಾಡು ನುಡಿ ಬಗ್ಗೆ ಅಭಿಮಾನ ಬೆಳೆಸಿಕೊಳ್ಳಬೇಕು. ಕನ್ನಡ ಭಾಷೆಯನ್ನು ಉಳಿಸುವುದು ಪ್ರತಿಯೊಬ್ಬರ ಕರ್ತವ್ಯ ಎಂದು ಅತಿಥಿಗಳು ಹೇಳಿದರು.: [482, 952, 644, 1010]
paragraph: ಜಿಲ್ಲಾ ಮಟ್ಟದಲ್ಲಿ ಮಹಿಳೆಯರ ಕುಂದುಕೊರತೆಗಳನ್ನು ಆಲಿಸಲು ವಿಶೇಷ ಸಭೆ ನಡೆಸಲಾಗುವುದು ಎಂದು ತಿಳಿಸಿದರು.: [798, 231, 1154, 243]
paragraph: ನಂತರ ಭಕ್ತರಿಗೆ ಅನ್ನಸಂತರ್ಪಣೆ ಏರ್ಪಡಿಸಲಾಗಿತ್ತು. ಗ್ರಾಮಸ್ಥರು ಸಂಭ್ರಮದಿಂದ ಪಾಲ್ಗೊಂಡಿದ್ದರು.: [1187, 342, 1491, 354]
rajyotsava-photo-caption: ಹಾಸನ : ಕನ್ನಡ ಸಾಹಿತ್ಯ, ಸಂಸ್ಕೃತಿ, ಭಾಷೆಯನ್ನು ಉಳಿಸುವ ಬೆಳೆಸುವ ನಿಟ್ಟಿನಲ್ಲಿ ನಗರದ ಪ್ರಮುಖ ಬಡಾವಣೆಯಲ್ಲಿ ದೀಪ ಬೆಳಗಿಸುವ ಮೂಲಕ ರಾಜ್ಯೋತ್ಸವಕ್ಕೆ ಚಾಲನೆ ನೀಡಲಾಯಿತು.: [308, 919, 644, 945]
